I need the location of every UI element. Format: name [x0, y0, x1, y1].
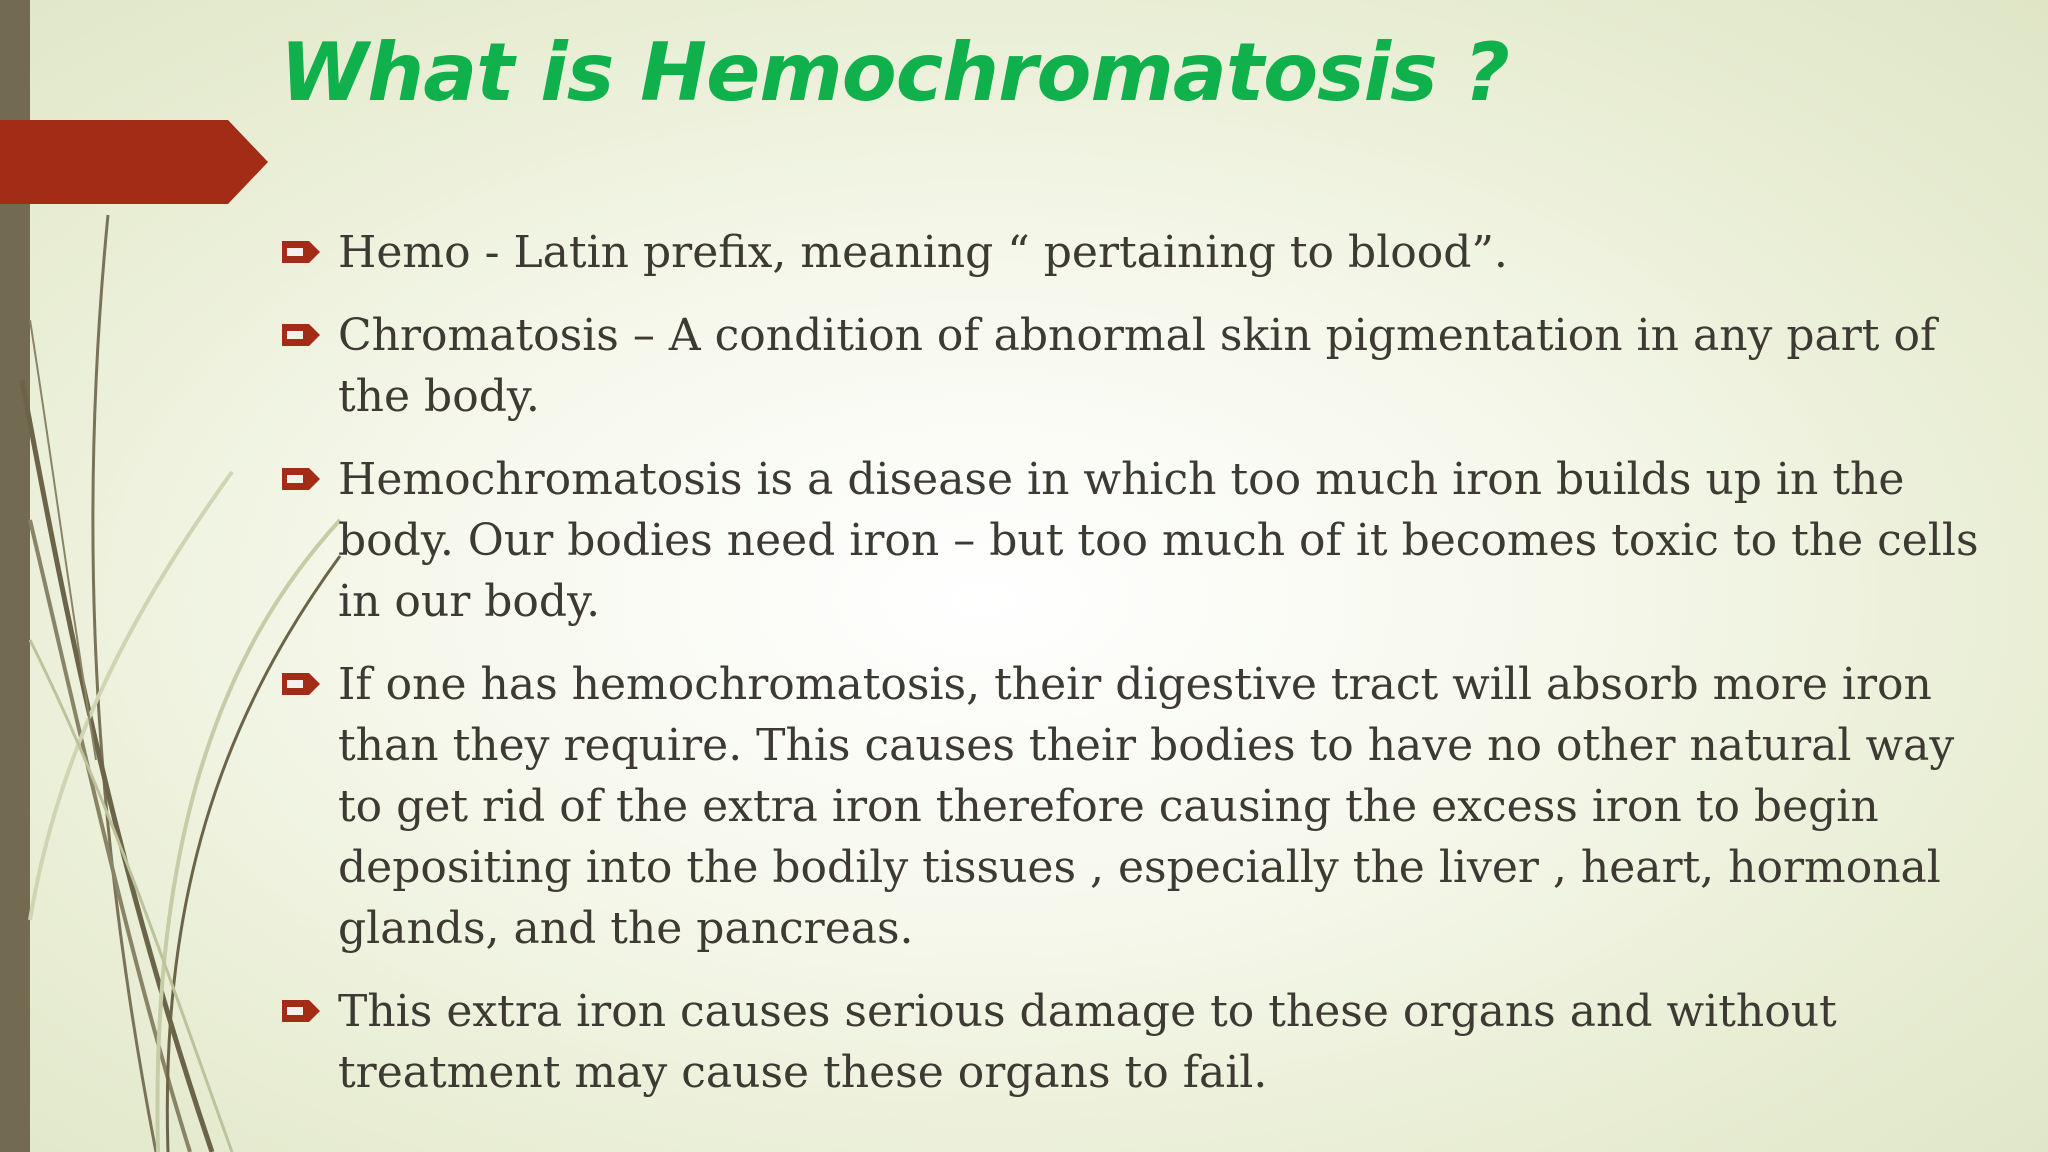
bullet-item — [282, 222, 2002, 283]
bullet-item — [282, 305, 2002, 427]
bullet-text: Chromatosis – A condition of abnormal skin pigmentation in any part of the body. — [338, 310, 1937, 422]
arrow-bullet-icon — [282, 241, 320, 263]
bullet-list — [282, 222, 2002, 1125]
bullet-item — [282, 981, 2002, 1103]
bullet-text: If one has hemochromatosis, their digestive tract will absorb more iron than they require. This causes their bodies to have no other natural way to get rid of the extra iron therefore causing the excess iron to begin depositing into the bodily tissues , especially the liver , heart, hormonal glands, and the pancreas. — [338, 659, 1955, 954]
arrow-bullet-icon — [282, 324, 320, 346]
bullet-text: Hemo - Latin prefix, meaning “ pertaining to blood”. — [338, 227, 1508, 278]
arrow-bullet-icon — [282, 673, 320, 695]
bullet-item — [282, 654, 2002, 959]
red-arrow-tab — [0, 120, 268, 204]
arrow-bullet-icon — [282, 1000, 320, 1022]
bullet-text: Hemochromatosis is a disease in which too much iron builds up in the body. Our bodies need iron – but too much of it becomes toxic to the cells in our body. — [338, 454, 1979, 627]
bullet-item — [282, 449, 2002, 632]
slide-title: What is Hemochromatosis ? — [280, 26, 1509, 119]
bullet-text: This extra iron causes serious damage to these organs and without treatment may cause these organs to fail. — [338, 986, 1837, 1098]
arrow-bullet-icon — [282, 468, 320, 490]
